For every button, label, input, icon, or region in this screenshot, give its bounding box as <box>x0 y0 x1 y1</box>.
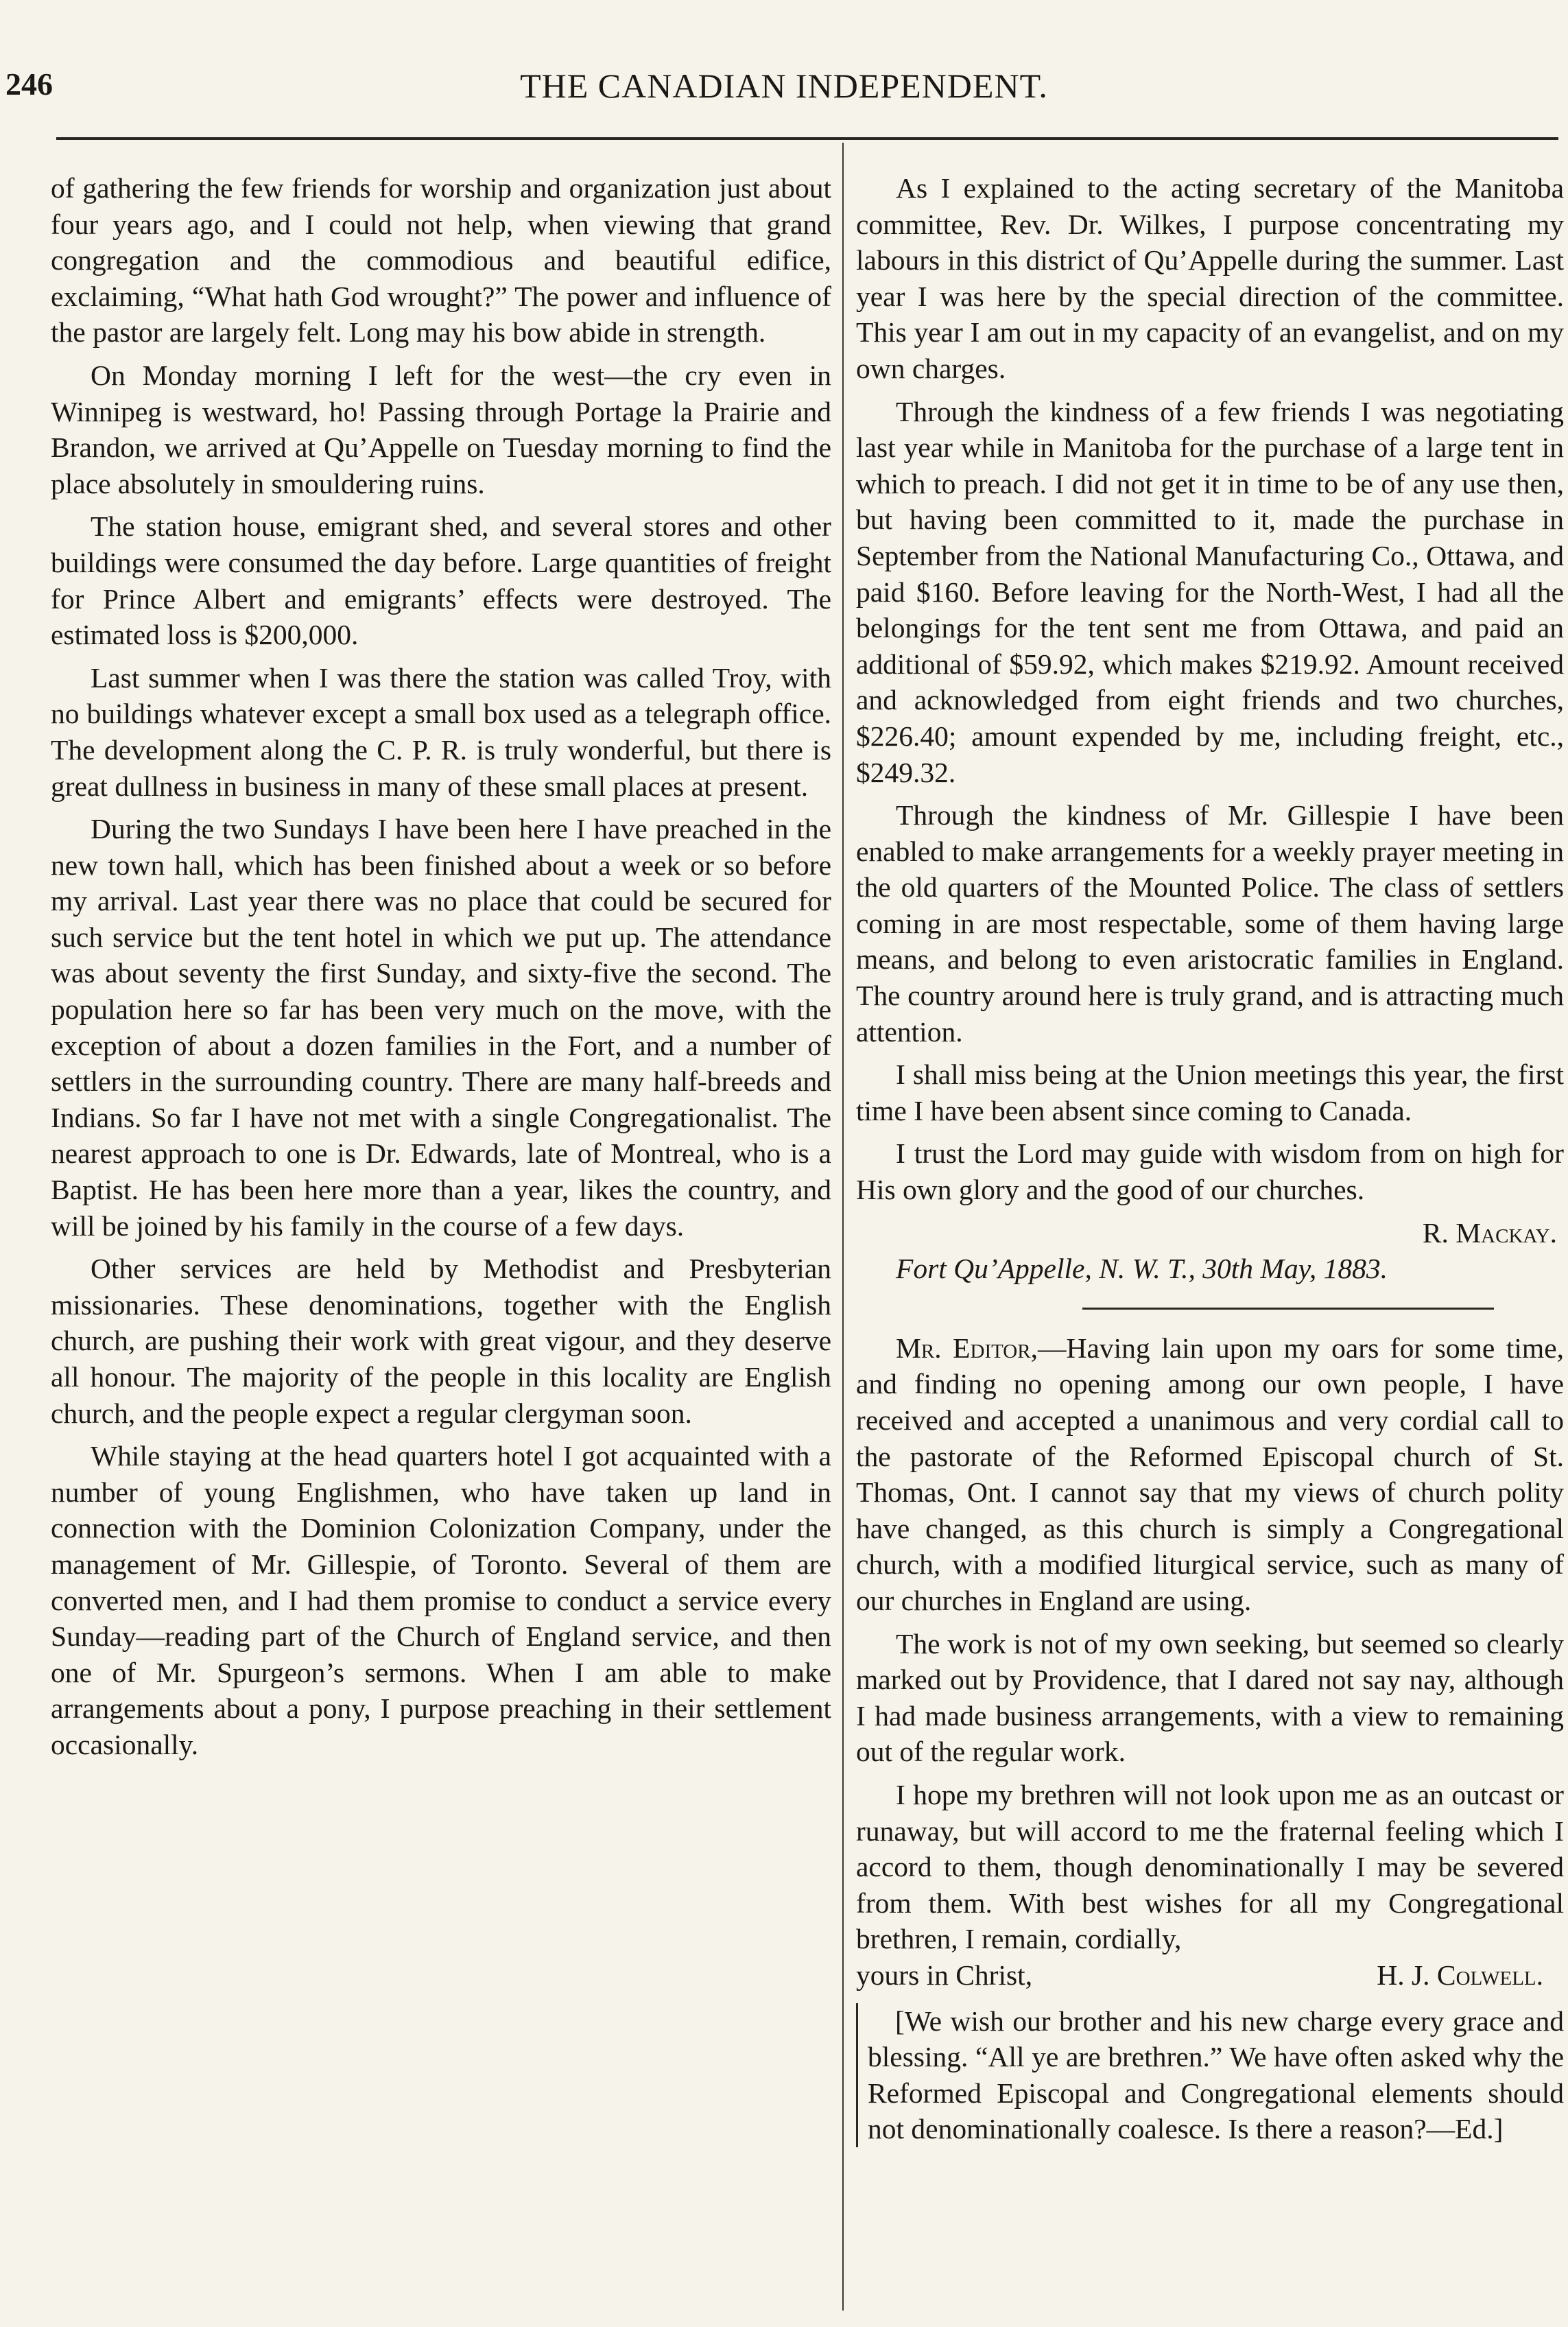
closing: yours in Christ, <box>856 1959 1033 1991</box>
right-column <box>856 170 1564 2154</box>
paragraph: of gathering the few friends for worship and organization just about four years ago, and I could not help, when viewing that grand congregation and the commodious and beautiful edifice, exclaiming, “What hath God wrought?” The power and influence of the pastor are largely felt. Long may his bow abide in strength. <box>51 172 831 349</box>
header-rule <box>56 137 1558 140</box>
paragraph: Through the kindness of a few friends I was negotiating last year while in Manitoba for the purchase of a large tent in which to preach. I did not get it in time to be of any use then, but having been committed to it, made the purchase in September from the National Manufacturing Co., Ottawa, and paid $160. Before leaving for the North-West, I had all the belongings for the tent sent me from Ottawa, and paid an additional of $59.92, which makes $219.92. Amount received and acknowledged from eight friends and two churches, $226.40; amount expended by me, including freight, etc., $249.32. <box>856 395 1564 788</box>
paragraph: I hope my brethren will not look upon me as an outcast or runaway, but will accord to me the fraternal feeling which I accord to them, though denominationally I may be severed from them. With best wishes for all my Congregational brethren, I remain, cordially, <box>856 1778 1564 1955</box>
paragraph: I shall miss being at the Union meetings this year, the first time I have been absent since coming to Canada. <box>856 1059 1564 1126</box>
signature-colwell: H. J. Colwell. <box>1377 1959 1543 1991</box>
paragraph: The work is not of my own seeking, but seemed so clearly marked out by Providence, that I dared not say nay, although I had made business arrangements, with a view to remaining out of the regular work. <box>856 1627 1564 1768</box>
paragraph: Last summer when I was there the station was called Troy, with no buildings whatever except a small box used as a telegraph office. The development along the C. P. R. is truly wonderful, but there is great dullness in business in many of these small places at present. <box>51 661 831 802</box>
paragraph: On Monday morning I left for the west—the cry even in Winnipeg is westward, ho! Passing through Portage la Prairie and Brandon, we arrived at Qu’Appelle on Tuesday morning to find the place absolutely in smouldering ruins. <box>51 359 831 499</box>
signature-mackay: R. Mackay. <box>1422 1216 1557 1249</box>
column-divider <box>842 143 844 2311</box>
paragraph: While staying at the head quarters hotel I got acquainted with a number of young Englishmen, who have taken up land in connection with the Dominion Colonization Company, under the management of Mr. Gillespie, of Toronto. Several of them are converted men, and I had them promise to conduct a service every Sunday—reading part of the Church of England service, and then one of Mr. Spurgeon’s sermons. When I am able to make arrangements about a pony, I purpose preaching in their settlement occasionally. <box>51 1440 831 1760</box>
paragraph-text: —Having lain upon my oars for some time, and finding no opening among our own people, I have received and accepted a unanimous and very cordial call to the pastorate of the Reformed Episcopal church of St. Thomas, Ont. I cannot say that my views of church polity have changed, as this church is simply a Congregational church, with a modified liturgical service, such as many of our churches in England are using. <box>856 1332 1564 1616</box>
page-header <box>0 69 1568 117</box>
editor-note <box>856 2003 1564 2147</box>
paragraph: During the two Sundays I have been here I have preached in the new town hall, which has been finished about a week or so before my arrival. Last year there was no place that could be secured for such service but the tent hotel in which we put up. The attendance was about seventy the first Sunday, and sixty-five the second. The population here so far has been very much on the move, with the exception of about a dozen families in the Fort, and a number of settlers in the surrounding country. There are many half-breeds and Indians. So far I have not met with a single Congregationalist. The nearest approach to one is Dr. Edwards, late of Montreal, who is a Baptist. He has been here more than a year, likes the country, and will be joined by his family in the course of a few days. <box>51 813 831 1242</box>
salutation: Mr. Editor, <box>896 1332 1038 1364</box>
paragraph: Through the kindness of Mr. Gillespie I have been enabled to make arrangements for a weekly prayer meeting in the old quarters of the Mounted Police. The class of settlers coming in are most respectable, some of them having large means, and belong to even aristocratic families in England. The country around here is truly grand, and is attracting much attention. <box>856 799 1564 1048</box>
dateline: Fort Qu’Appelle, N. W. T., 30th May, 1883. <box>896 1253 1388 1285</box>
editor-note-text: [We wish our brother and his new charge every grace and blessing. “All ye are brethren.” We have often asked why the Reformed Episcopal and Congregational elements should not denominationally coalesce. Is there a reason?—Ed.] <box>868 2005 1564 2145</box>
letter-opening <box>856 1330 1564 1619</box>
paragraph: I trust the Lord may guide with wisdom from on high for His own glory and the good of our churches. <box>856 1137 1564 1206</box>
page-number: 246 <box>5 67 53 102</box>
paragraph: The station house, emigrant shed, and several stores and other buildings were consumed the day before. Large quantities of freight for Prince Albert and emigrants’ effects were destroyed. The estimated loss is $200,000. <box>51 510 831 651</box>
paragraph: As I explained to the acting secretary of the Manitoba committee, Rev. Dr. Wilkes, I purpose concentrating my labours in this district of Qu’Appelle during the summer. Last year I was here by the special direction of the committee. This year I am out in my capacity of an evangelist, and on my own charges. <box>856 172 1564 384</box>
section-rule <box>1082 1308 1494 1310</box>
left-column <box>51 170 831 1770</box>
closing-line <box>856 1957 1564 1994</box>
paragraph: Other services are held by Methodist and Presbyterian missionaries. These denominations, together with the English church, are pushing their work with great vigour, and they deserve all honour. The majority of the people in this locality are English church, and the people expect a regular clergyman soon. <box>51 1253 831 1429</box>
publication-title: THE CANADIAN INDEPENDENT. <box>520 67 1048 105</box>
